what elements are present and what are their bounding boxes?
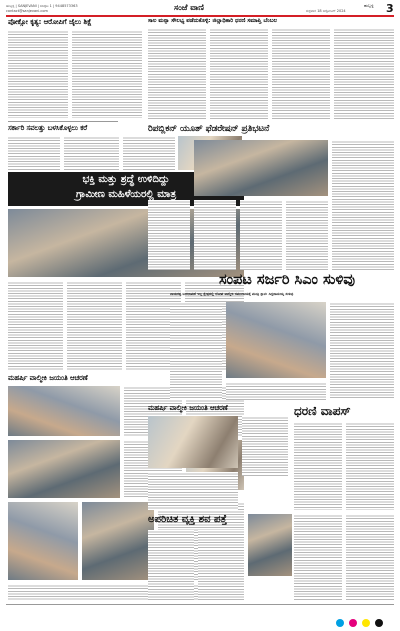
headline-top-banner: ಸಾಲ ಮನ್ನಾ ಸೌಲಭ್ಯ ಪಡೆದುಕೊಳ್ಳಿ: ಜಿಲ್ಲಾಧಿಕಾರಿ ಧರಣಿ ಸಮಾಪ್ತಿ ಬೆಂಬಲ (148, 18, 278, 24)
header-meta: ಹುಬ್ಬಳ್ಳಿ | SANJEVANI | ಸಂಪುಟ 1 | 9448573363 (6, 4, 78, 8)
text-block (346, 514, 394, 600)
news-photo (194, 140, 328, 196)
text-block (294, 422, 342, 510)
text-block (286, 200, 328, 270)
text-block (194, 200, 236, 270)
headline-dharani: ಧರಣಿ ವಾಪಸ್ (294, 404, 351, 418)
news-photo (8, 386, 120, 436)
text-block (226, 382, 326, 400)
masthead: ಸಂಜೆ ವಾಣಿ (174, 3, 204, 12)
news-photo (8, 440, 120, 498)
header-bar (6, 3, 394, 15)
text-block (67, 281, 122, 371)
header-city: ಹುಬ್ಬಳ್ಳಿ (364, 3, 374, 8)
text-block (330, 302, 394, 400)
text-block (272, 28, 330, 120)
text-block (8, 281, 63, 371)
headline-valmiki-left: ಮಹರ್ಷಿ ವಾಲ್ಮೀಕಿ ಜಯಂತಿ ಆಚರಣೆ (8, 374, 88, 382)
headline-left-second: ಸರ್ಕಾರಿ ಸವಲತ್ತು ಬಳಸಿಕೊಳ್ಳಲು ಕರೆ (8, 124, 88, 132)
news-photo (8, 502, 78, 580)
black-mark-icon (375, 619, 383, 627)
text-block (242, 416, 288, 476)
text-block (332, 140, 394, 270)
footer-rule (6, 604, 394, 605)
header-email: contact@sanjevani.com (6, 9, 48, 13)
header-date: ಶುಕ್ರವಾರ 18 ಅಕ್ಟೋಬರ್ 2024 (306, 9, 346, 13)
text-block (148, 200, 190, 270)
text-block (148, 530, 194, 600)
registration-marks (336, 612, 396, 622)
text-block (8, 136, 60, 170)
magenta-mark-icon (349, 619, 357, 627)
news-photo (148, 416, 238, 468)
headline-unknown-body: ಅಪರಿಚಿತ ವ್ಯಕ್ತಿ ಶವ ಪತ್ತೆ (148, 514, 227, 525)
text-block (334, 28, 394, 120)
text-block (346, 422, 394, 510)
text-block (170, 302, 222, 400)
text-block (64, 136, 119, 170)
bhakti-headline-line2: ಗ್ರಾಮೀಣ ಮಹಿಳೆಯರಲ್ಲಿ ಮಾತ್ರ (75, 189, 177, 200)
text-block (123, 136, 175, 170)
yellow-mark-icon (362, 619, 370, 627)
text-block (198, 530, 244, 600)
cyan-mark-icon (336, 619, 344, 627)
section-rule (8, 121, 118, 122)
headline-main-sub: ನಾಯಕತ್ವ ಬದಲಾವಣೆ ಇಲ್ಲ ಕ್ಷೇತ್ರದಲ್ಲಿ ಲೋಪ ವಾಲ್ಮೀಕಿ ಸಮುದಾಯಕ್ಕೆ ಮಂತ್ರಿ ಸ್ಥಾನ: ಸಿದ್ದರಾಮಯ್ಯ ಸುಳಿವು (170, 292, 294, 296)
text-block (148, 472, 238, 510)
headline-valmiki-center: ಮಹರ್ಷಿ ವಾಲ್ಮೀಕಿ ಜಯಂತಿ ಆಚರಣೆ (148, 404, 228, 412)
text-block (294, 514, 342, 600)
headline-republican: ರಿಪಬ್ಲಿಕನ್ ಯೂತ್ ಫೆಡರೇಷನ್ ಪ್ರತಿಭಟನೆ (148, 124, 270, 134)
text-block (210, 28, 268, 120)
news-photo (82, 502, 154, 580)
bhakti-headline-line1: ಭಕ್ತಿ ಮತ್ತು ಶ್ರದ್ಧೆ ಉಳಿದಿದ್ದು (82, 174, 170, 185)
text-block (148, 28, 206, 120)
page-number: 3 (386, 2, 394, 15)
headline-main: ಸಂಪಟ ಸರ್ಜರಿ ಸಿಎಂ ಸುಳಿವು (218, 272, 356, 288)
text-block (8, 30, 68, 118)
cm-photo (226, 302, 326, 378)
headline-left-top: ಪೋಕ್ಸೋ ಕೃತ್ಯ: ಆರೋಪಿಗೆ ಜೈಲು ಶಿಕ್ಷೆ (8, 18, 92, 26)
news-photo (248, 514, 292, 576)
header-rule (6, 15, 394, 17)
text-block (72, 30, 142, 118)
text-block (240, 200, 282, 270)
